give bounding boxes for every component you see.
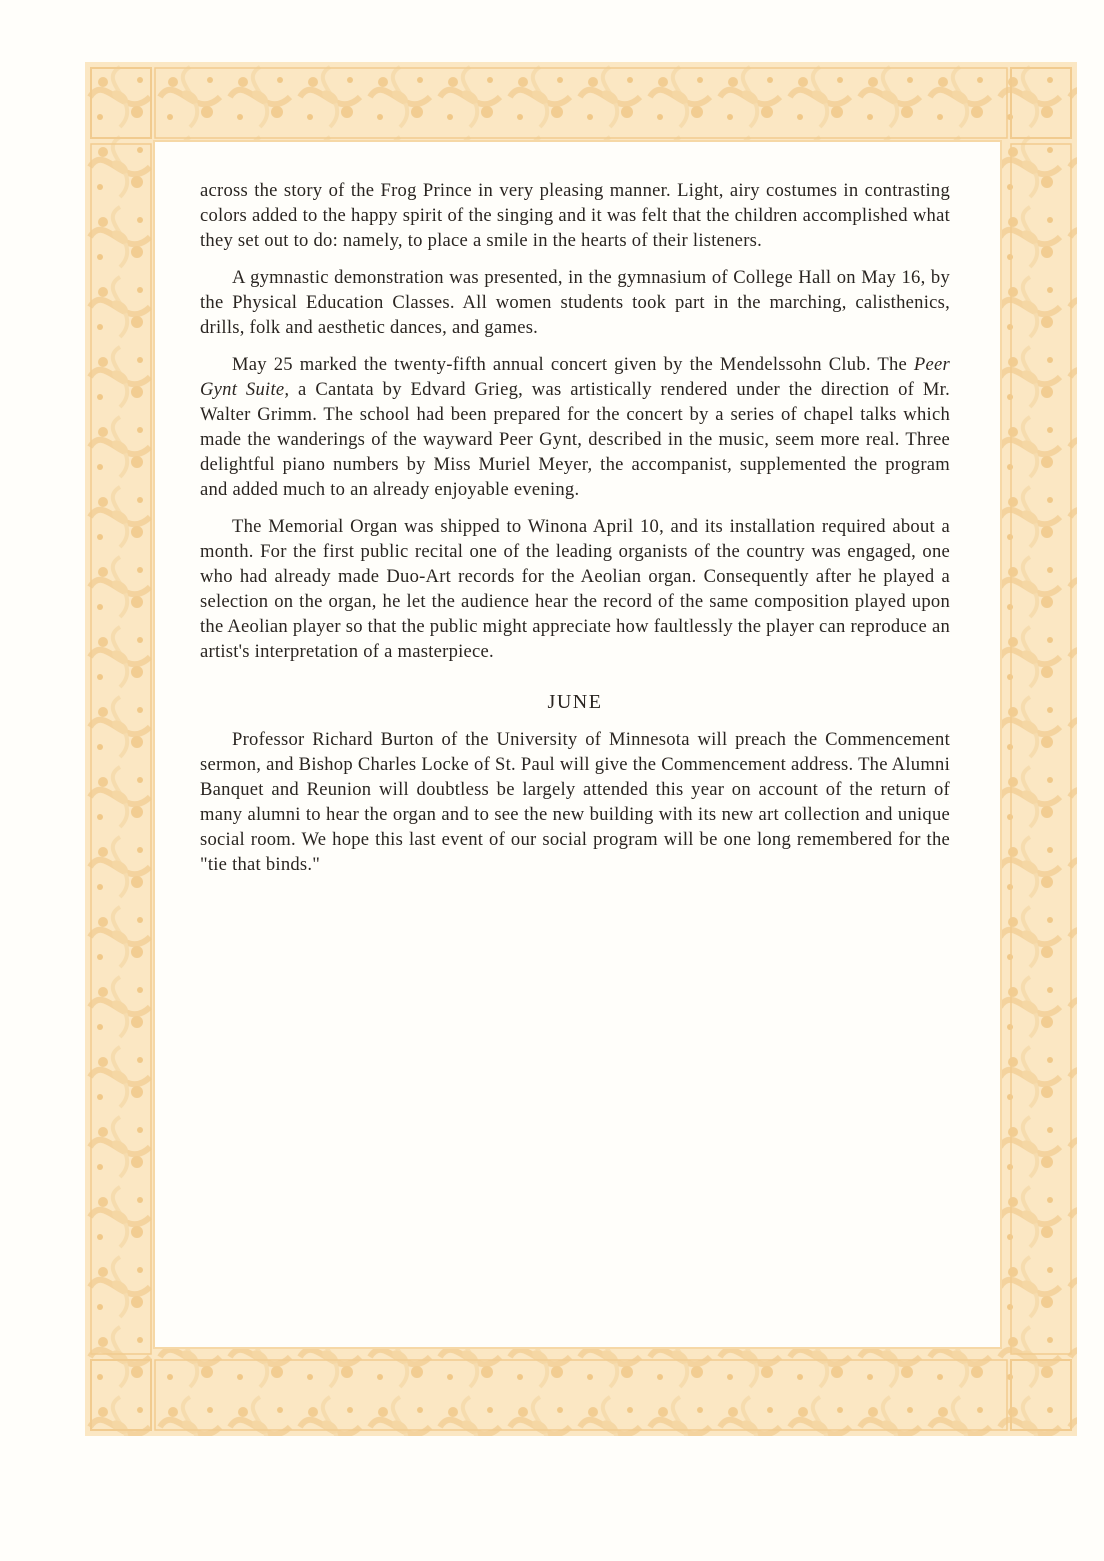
section-heading-june: JUNE [547, 691, 603, 713]
paragraph-mendelssohn [200, 352, 950, 502]
paragraph-frog-prince: across the story of the Frog Prince in very pleasing manner. Light, airy costumes in contrasting colors added to the happy spirit of the singing and it was felt that the children accomplished what they set out to do: namely, to place a smile in the hearts of their listeners. [200, 180, 950, 251]
peer-gynt-title: Peer Gynt Suite, [200, 354, 950, 400]
mendelssohn-text-2: a Cantata by Edvard Grieg, was artistically rendered under the direction of Mr. Walter Grimm. The school had been prepared for the concert by a series of chapel talks which made the wanderings of the wayward Peer Gynt, described in the music, seem more real. Three delightful piano numbers by Miss Muriel Meyer, the accompanist, supplemented the program and added much to an already enjoyable evening. [200, 379, 950, 500]
paragraph-gymnastic: A gymnastic demonstration was presented, in the gymnasium of College Hall on May 16, by the Physical Education Classes. All women students took part in the marching, calisthenics, drills, folk and aesthetic dances, and games. [200, 267, 950, 338]
paragraph-june: Professor Richard Burton of the University of Minnesota will preach the Commencement sermon, and Bishop Charles Locke of St. Paul will give the Commencement address. The Alumni Banquet and Reunion will doubtless be largely attended this year on account of the return of many alumni to hear the organ and to see the new building with its new art collection and unique social room. We hope this last event of our social program will be one long remembered for the "tie that binds." [200, 729, 950, 875]
paragraph-organ: The Memorial Organ was shipped to Winona April 10, and its installation required about a month. For the first public recital one of the leading organists of the country was engaged, one who had already made Duo-Art records for the Aeolian organ. Consequently after he played a selection on the organ, he let the audience hear the record of the same composition played upon the Aeolian player so that the public might appreciate how faultlessly the player can reproduce an artist's interpretation of a masterpiece. [200, 516, 950, 662]
mendelssohn-text-1: May 25 marked the twenty-fifth annual concert given by the Mendelssohn Club. The [232, 354, 914, 375]
article-body [200, 178, 950, 889]
